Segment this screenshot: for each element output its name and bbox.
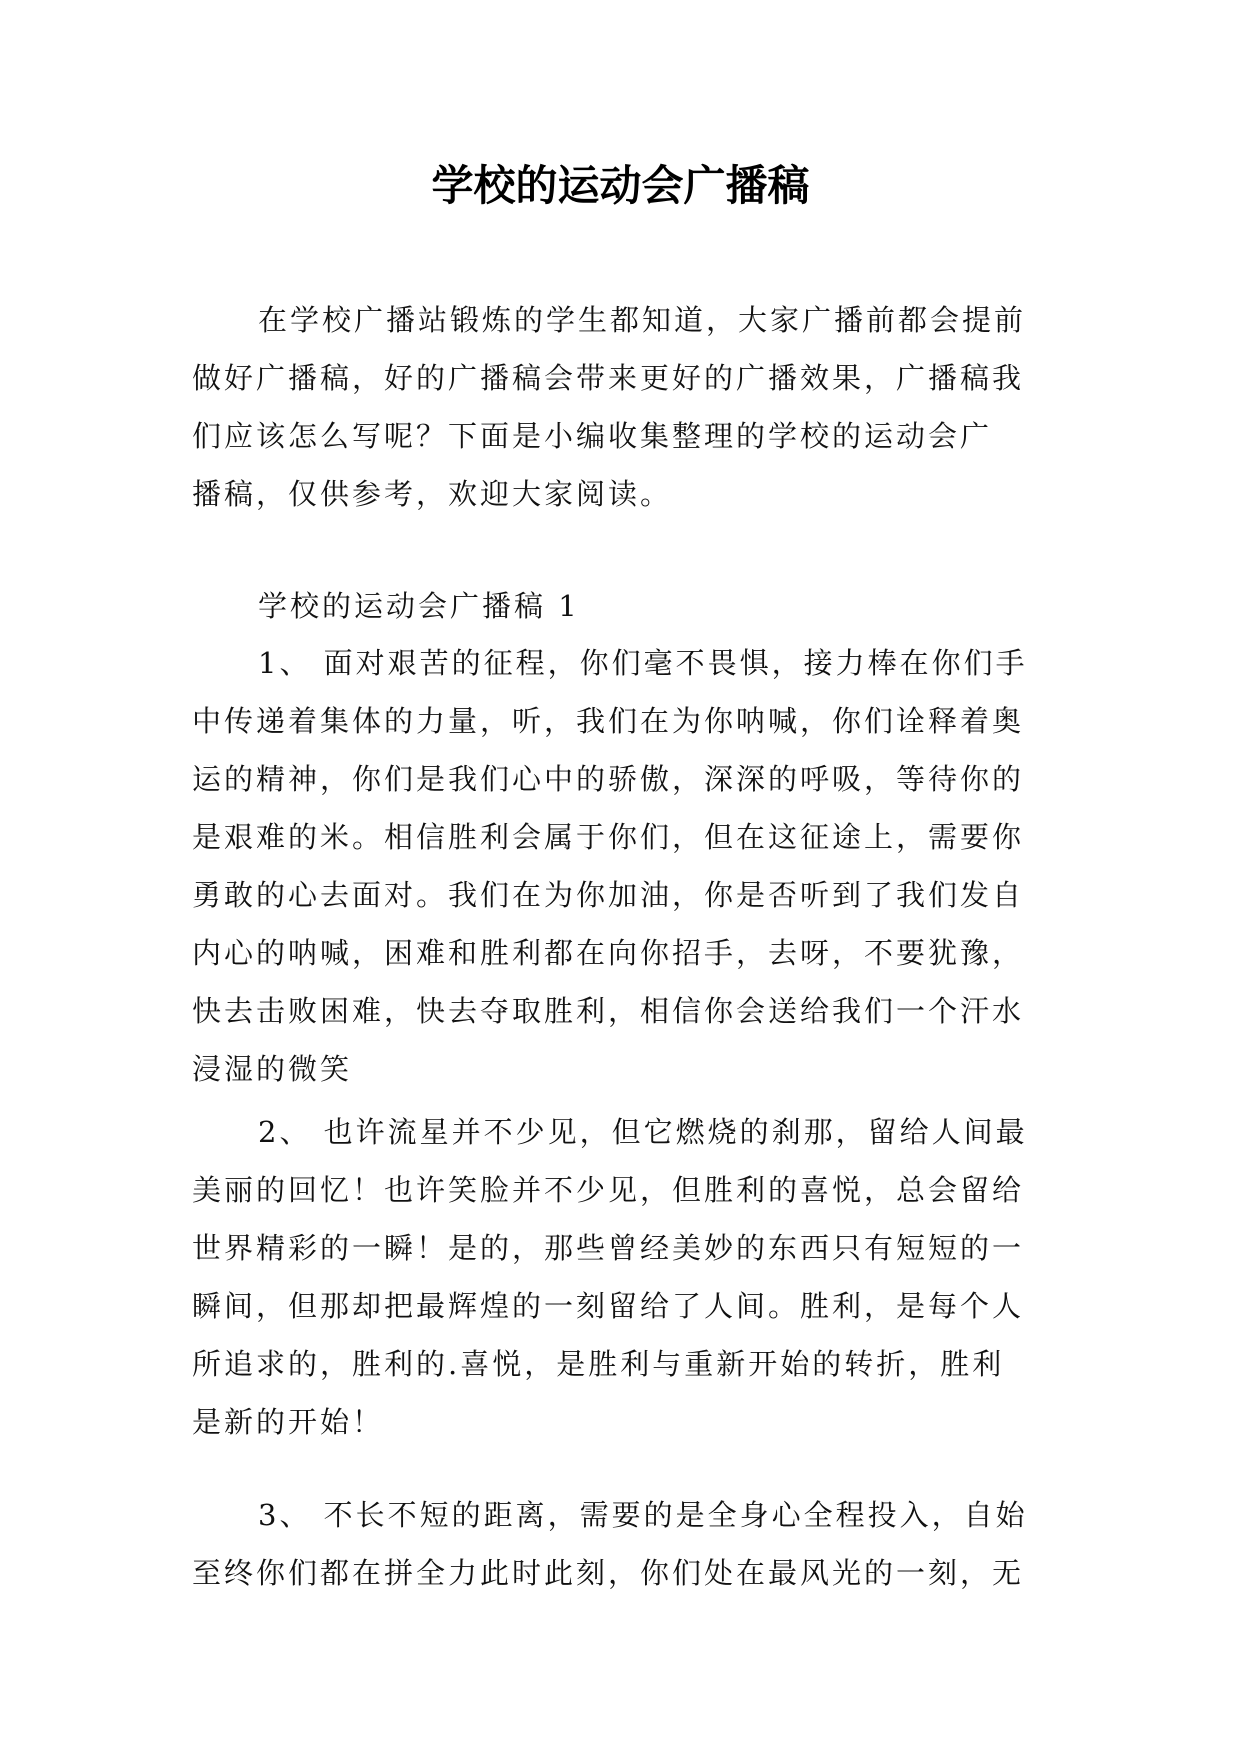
item-2-line: 所追求的，胜利的.喜悦，是胜利与重新开始的转折，胜利 [192,1347,1005,1381]
section-heading [192,577,1054,635]
item-3-line: 至终你们都在拼全力此时此刻，你们处在最风光的一刻，无 [192,1556,1025,1590]
item-1-line: 是艰难的米。相信胜利会属于你们，但在这征途上，需要你 [192,820,1025,854]
item-2-line: 是新的开始！ [192,1405,385,1439]
item-2-line: 瞬间，但那却把最辉煌的一刻留给了人间。胜利，是每个人 [192,1289,1025,1323]
item-1-line: 1、 面对艰苦的征程，你们毫不畏惧，接力棒在你们手 [258,646,1028,680]
item-2-line: 2、 也许流星并不少见，但它燃烧的刹那，留给人间最 [258,1115,1028,1149]
item-2-paragraph [192,1103,1054,1451]
item-1-paragraph [192,634,1054,1098]
item-1-line: 浸湿的微笑 [192,1052,353,1086]
intro-line: 在学校广播站锻炼的学生都知道，大家广播前都会提前 [258,303,1027,337]
item-1-line: 内心的呐喊，困难和胜利都在向你招手，去呀，不要犹豫， [192,936,1025,970]
intro-paragraph [192,291,1054,523]
intro-line: 播稿，仅供参考，欢迎大家阅读。 [192,477,673,511]
item-3-paragraph [192,1486,1054,1602]
intro-line: 做好广播稿，好的广播稿会带来更好的广播效果，广播稿我 [192,361,1025,395]
document-title: 学校的运动会广播稿 [431,161,810,210]
item-1-line: 快去击败困难，快去夺取胜利，相信你会送给我们一个汗水 [192,994,1025,1028]
item-3-line: 3、 不长不短的距离，需要的是全身心全程投入，自始 [258,1498,1028,1532]
item-1-line: 运的精神，你们是我们心中的骄傲，深深的呼吸，等待你的 [192,762,1025,796]
item-1-line: 勇敢的心去面对。我们在为你加油，你是否听到了我们发自 [192,878,1025,912]
section-heading-text: 学校的运动会广播稿 1 [258,589,580,623]
item-2-line: 世界精彩的一瞬！是的，那些曾经美妙的东西只有短短的一 [192,1231,1025,1265]
item-1-line: 中传递着集体的力量，听，我们在为你呐喊，你们诠释着奥 [192,704,1025,738]
item-2-line: 美丽的回忆！也许笑脸并不少见，但胜利的喜悦，总会留给 [192,1173,1025,1207]
intro-line: 们应该怎么写呢？下面是小编收集整理的学校的运动会广 [192,419,993,453]
